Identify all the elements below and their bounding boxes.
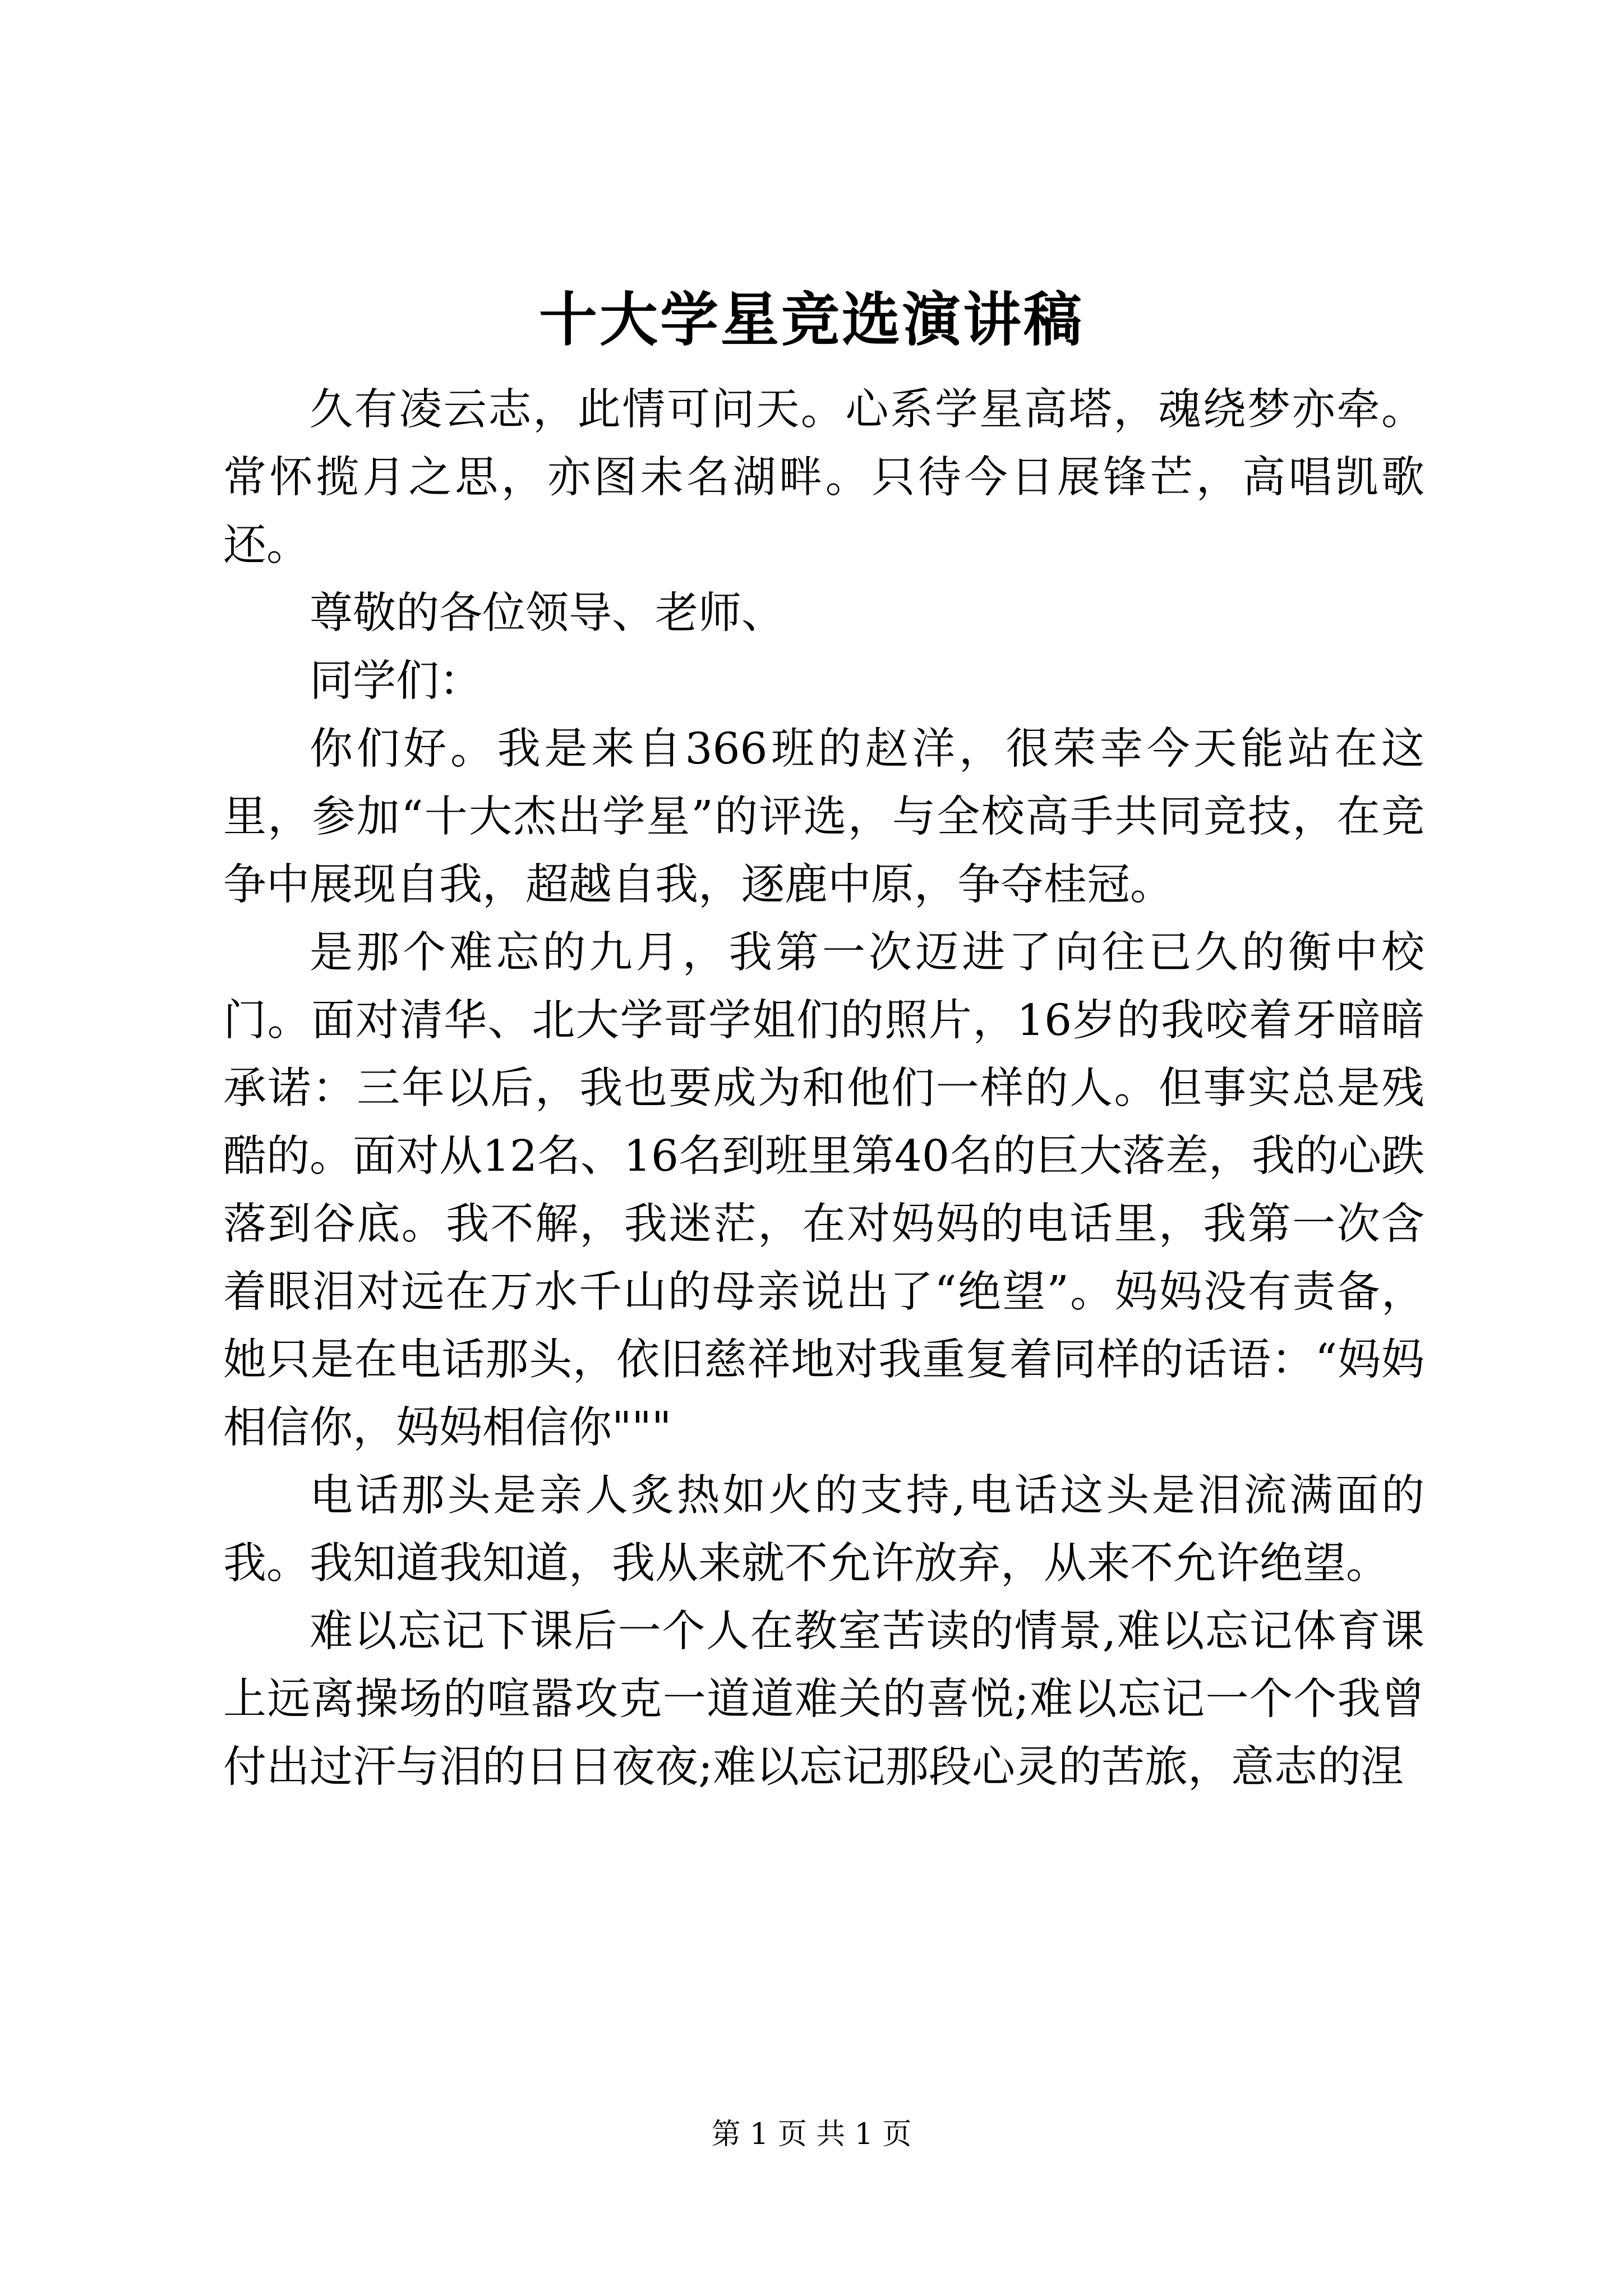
page-footer: 第 1 页 共 1 页 — [711, 2118, 912, 2151]
document-title: 十大学星竞选演讲稿 — [538, 285, 1084, 354]
paragraph-september-story: 是那个难忘的九月，我第一次迈进了向往已久的衡中校门。面对清华、北大学哥学姐们的照片，16岁的我咬着牙暗暗承诺：三年以后，我也要成为和他们一样的人。但事实总是残酷的。面对从12名、16名到班里第40名的巨大落差，我的心跌落到谷底。我不解，我迷茫，在对妈妈的电话里，我第一次含着眼泪对远在万水千山的母亲说出了“绝望”。妈妈没有责备，她只是在电话那头，依旧慈祥地对我重复着同样的话语：“妈妈相信你，妈妈相信你""" — [223, 928, 1424, 1453]
paragraph-poem: 久有凌云志，此情可问天。心系学星高塔，魂绕梦亦牵。常怀揽月之思，亦图未名湖畔。只待今日展锋芒，高唱凯歌还。 — [223, 385, 1424, 570]
document-body — [223, 376, 1424, 1801]
paragraph-salutation: 尊敬的各位领导、老师、 — [310, 588, 785, 638]
paragraph-introduction: 你们好。我是来自366班的赵洋，很荣幸今天能站在这里，参加“十大杰出学星”的评选，与全校高手共同竞技，在竞争中展现自我，超越自我，逐鹿中原，争夺桂冠。 — [223, 724, 1424, 910]
paragraph-phone-support: 电话那头是亲人炙热如火的支持,电话这头是泪流满面的我。我知道我知道，我从来就不允许放弃，从来不允许绝望。 — [223, 1471, 1424, 1589]
paragraph-memories: 难以忘记下课后一个人在教室苦读的情景,难以忘记体育课上远离操场的喧嚣攻克一道道难关的喜悦;难以忘记一个个我曾付出过汗与泪的日日夜夜;难以忘记那段心灵的苦旅，意志的涅 — [223, 1607, 1424, 1792]
paragraph-salutation-students: 同学们： — [310, 656, 482, 706]
